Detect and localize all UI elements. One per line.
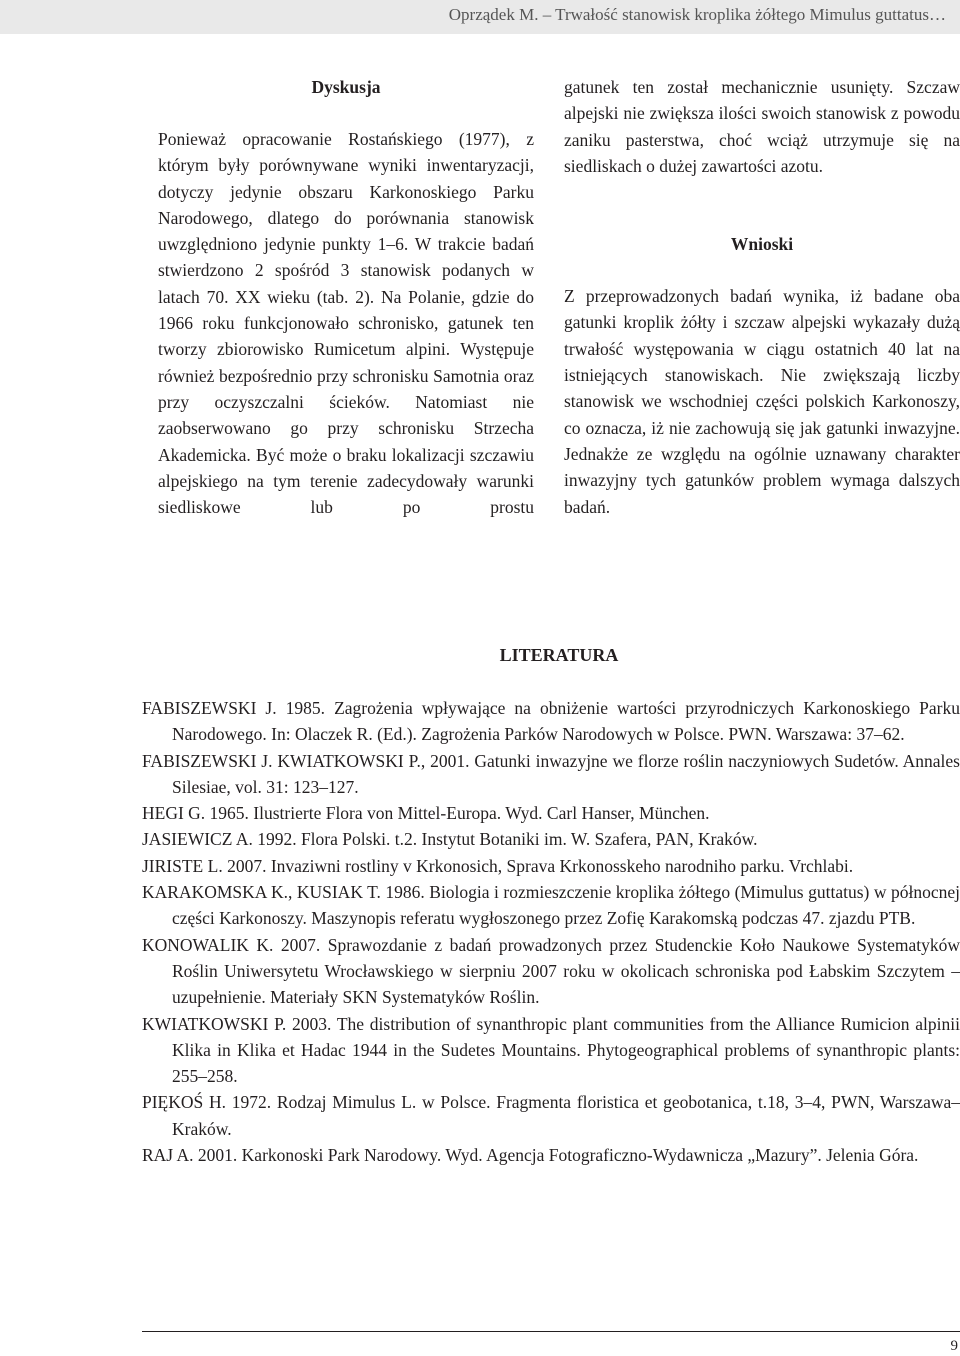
page-number: 9 xyxy=(950,1338,958,1354)
right-column xyxy=(564,74,960,520)
discussion-text-part2: gatunek ten został mechanicznie usunięty. Szczaw alpejski nie zwiększa ilości swoich stanowisk z powodu zaniku pasterstwa, choć wciąż utrzymuje się na siedliskach o dużej zawartości azotu. xyxy=(564,77,960,176)
reference-item: RAJ A. 2001. Karkonoski Park Narodowy. Wyd. Agencja Fotograficzno-Wydawnicza „Mazury”. Jelenia Góra. xyxy=(142,1145,919,1166)
reference-item: KWIATKOWSKI P. 2003. The distribution of synanthropic plant communities from the Alliance Rumicion alpinii Klika in Klika et Hadac 1944 in the Sudetes Mountains. Phytogeographical problems of synanthropic plants: 255‒258. xyxy=(142,1013,960,1087)
discussion-heading: Dyskusja xyxy=(311,77,381,97)
footer-rule xyxy=(142,1331,960,1332)
reference-item: HEGI G. 1965. Ilustrierte Flora von Mittel-Europa. Wyd. Carl Hanser, München. xyxy=(142,803,710,824)
reference-item: KONOWALIK K. 2007. Sprawozdanie z badań prowadzonych przez Studenckie Koło Naukowe Systematyków Roślin Uniwersytetu Wrocławskiego w sierpniu 2007 roku w okolicach schroniska pod Łabskim Szczytem ‒ uzupełnienie. Materiały SKN Systematyków Roślin. xyxy=(142,934,960,1008)
reference-item: JIRISTE L. 2007. Invaziwni rostliny v Krkonosich, Sprava Krkonosskeho narodniho parku. Vrchlabi. xyxy=(142,855,854,876)
running-head: Oprządek M. – Trwałość stanowisk kroplika żółtego Mimulus guttatus… xyxy=(448,5,946,24)
conclusions-heading: Wnioski xyxy=(730,234,794,255)
reference-item: FABISZEWSKI J. 1985. Zagrożenia wpływające na obniżenie wartości przyrodniczych Karkonoskiego Parku Narodowego. In: Olaczek R. (Ed.). Zagrożenia Parków Narodowych w Polsce. PWN. Warszawa: 37‒62. xyxy=(142,698,960,745)
conclusions-text: Z przeprowadzonych badań wynika, iż badane oba gatunki kroplik żółty i szczaw alpejski wykazały dużą trwałość występowania w ciągu ostatnich 40 lat na istniejących stanowiskach. Nie zwiększają liczby stanowisk we wschodniej części polskich Karkonoszy, co oznacza, iż nie zachowują się jak gatunki inwazyjne. Jednakże ze względu na ogólnie uznawany charakter inwazyjny tych gatunków problem wymaga dalszych badań. xyxy=(564,286,960,517)
running-head-bar xyxy=(0,0,960,34)
reference-item: KARAKOMSKA K., KUSIAK T. 1986. Biologia i rozmieszczenie kroplika żółtego (Mimulus guttatus) w północnej części Karkonoszy. Maszynopis referatu wygłoszonego przez Zofię Karakomską podczas 47. zjazdu PTB. xyxy=(142,882,960,929)
literature-title: LITERATURA xyxy=(499,645,619,665)
discussion-column xyxy=(158,74,534,520)
reference-item: JASIEWICZ A. 1992. Flora Polski. t.2. Instytut Botaniki im. W. Szafera, PAN, Kraków. xyxy=(142,829,758,850)
reference-item: FABISZEWSKI J. KWIATKOWSKI P., 2001. Gatunki inwazyjne we florze roślin naczyniowych Sudetów. Annales Silesiae, vol. 31: 123‒127. xyxy=(142,750,960,797)
discussion-text-part1: Ponieważ opracowanie Rostańskiego (1977), z którym były porównywane wyniki inwentaryzacji, dotyczy jedynie obszaru Karkonoskiego Parku Narodowego, dlatego do porównania stanowisk uwzględniono jedynie punkty 1‒6. W trakcie badań stwierdzono 2 spośród 3 stanowisk podanych w latach 70. XX wieku (tab. 2). Na Polanie, gdzie do 1966 roku funkcjonowało schronisko, gatunek ten tworzy zbiorowisko Rumicetum alpini. Występuje również bezpośrednio przy schronisku Samotnia oraz przy oczyszczalni ścieków. Natomiast nie zaobserwowano go przy schronisku Strzecha Akademicka. Być może o braku lokalizacji szczawiu alpejskiego na tym terenie zadecydowały warunki siedliskowe lub po prostu xyxy=(158,129,534,518)
reference-item: PIĘKOŚ H. 1972. Rodzaj Mimulus L. w Polsce. Fragmenta floristica et geobotanica, t.18, 3‒4, PWN, Warszawa‒Kraków. xyxy=(142,1092,960,1139)
reference-list xyxy=(142,695,960,1168)
